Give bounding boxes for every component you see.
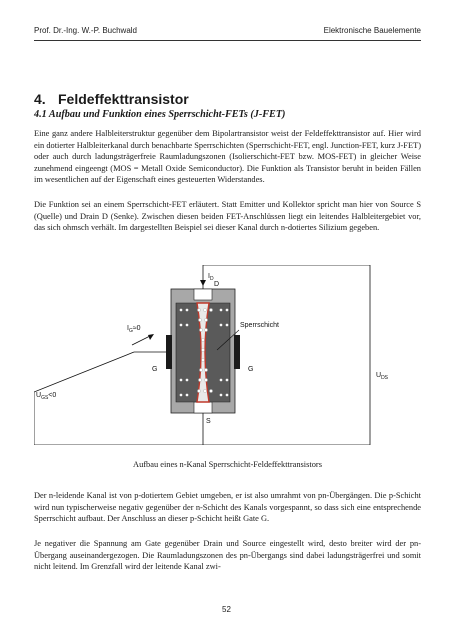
- chapter-heading: [34, 91, 189, 107]
- drain-contact: [194, 289, 212, 300]
- id-arrow: [200, 280, 206, 286]
- label-gate-left: G: [152, 366, 158, 373]
- label-gate-right: G: [248, 366, 254, 373]
- header-rule: [34, 40, 421, 41]
- label-ugs: $U_{GS}<0$: [36, 392, 57, 401]
- paragraph: Je negativer die Spannung am Gate gegenüber Drain und Source eingestellt wird, desto breiter wird der pn-Übergang auseinandergezogen. Die Raumladungszonen des pn-Übergangs sind dabei ladungsträgerfrei und somit nicht leitend. Im Grenzfall wird der leitende Kanal zwi-: [34, 539, 421, 572]
- jfet-diagram: [34, 265, 421, 445]
- chapter-number: 4.: [34, 91, 46, 107]
- gate-plate-right: [234, 335, 240, 369]
- jfet-figure: [34, 265, 421, 445]
- header-course: Elektronische Bauelemente: [323, 26, 421, 35]
- label-uds: $U_{DS}$: [376, 372, 389, 381]
- paragraph: Der n-leidende Kanal ist von p-dotiertem Gebiet umgeben, er ist also umrahmt von pn-Übergängen. Die p-Schicht wird nun typischerweise negativ gegenüber der n-Schicht des Kanals vorgespannt, so dass sich eine entsprechende Sperrschicht aufbaut. Der Anschluss an dieser p-Schicht heißt Gate G.: [34, 491, 421, 524]
- p-region-left: [176, 303, 201, 402]
- gate-plate-left: [166, 335, 172, 369]
- page-number: 52: [222, 605, 231, 614]
- paragraph: Eine ganz andere Halbleiterstruktur gegenüber dem Bipolartransistor weist der Feldeffekttransistor auf. Hier wird ein dotierter Halbleiterkanal durch benachbarte Sperrschichten (Sperrschicht-FET, engl. Junction-FET, kurz J-FET) oder auch durch ladungsträgerfreie Raumladungszonen (Isolierschicht-FET bzw. MOS-FET) in gleicher Weise zunehmend eingeengt (MOS = Metall Oxide Semiconductor). Die Funktion als Transistor beruht in beiden Fällen im wesentlichen auf der Eigenschaft eines gesteuerten Widerstandes.: [34, 129, 421, 185]
- label-ig: $I_G\approx 0$: [127, 325, 141, 334]
- paragraph: Die Funktion sei an einem Sperrschicht-FET erläutert. Statt Emitter und Kollektor spricht man hier von Source S (Quelle) und Drain D (Senke). Zwischen diesen beiden FET-Anschlüssen liegt ein leitendes Halbleitergebiet vor, das sich ohmsch verhält. Im dargestellten Beispiel sei dieser Kanal durch n-dotiertes Silizium gegeben.: [34, 200, 421, 233]
- label-source: S: [206, 418, 211, 425]
- figure-caption: Aufbau eines n-Kanal Sperrschicht-Feldeffekttransistors: [133, 460, 322, 469]
- source-contact: [194, 402, 212, 413]
- page-header: [34, 24, 421, 38]
- p-region-right: [205, 303, 230, 402]
- label-sperrschicht: Sperrschicht: [240, 322, 279, 329]
- label-drain: D: [214, 281, 220, 288]
- chapter-title: Feldeffekttransistor: [58, 91, 189, 107]
- ig-arrow: [148, 334, 154, 340]
- gate-bias-wire: [34, 352, 134, 392]
- label-id: $I_D$: [208, 273, 214, 282]
- header-author: Prof. Dr.-Ing. W.-P. Buchwald: [34, 26, 138, 35]
- section-heading: 4.1 Aufbau und Funktion eines Sperrschicht-FETs (J-FET): [34, 109, 286, 120]
